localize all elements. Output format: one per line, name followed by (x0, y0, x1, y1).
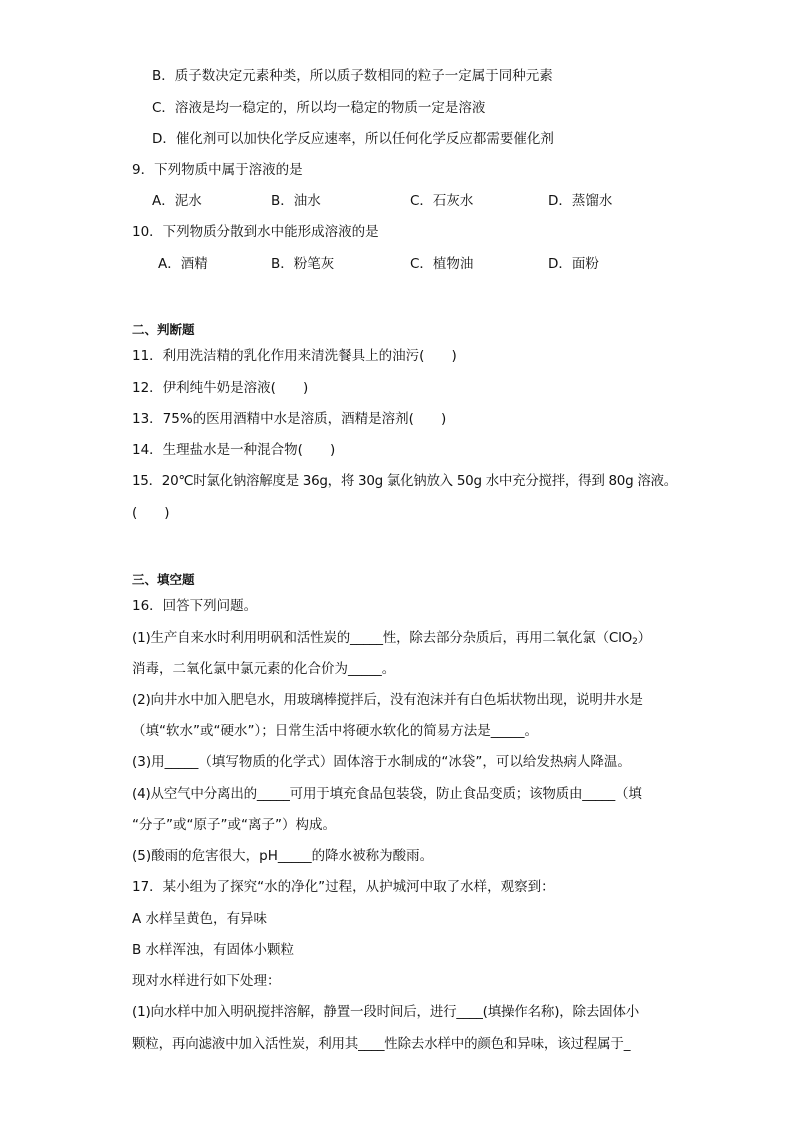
q10-stem: 10．下列物质分散到水中能形成溶液的是 (132, 224, 379, 240)
q17-part1-line1: (1)向水样中加入明矾搅拌溶解，静置一段时间后，进行____(填操作名称)，除去固体小 (132, 1004, 640, 1020)
subscript-2: 2 (632, 637, 638, 647)
q16-part3: (3)用_____（填写物质的化学式）固体溶于水制成的“冰袋”，可以给发热病人降温。 (132, 754, 631, 770)
q16-part2-line1: (2)向井水中加入肥皂水，用玻璃棒搅拌后，没有泡沫并有白色垢状物出现，说明井水是 (132, 692, 643, 708)
q10-option-b: B．粉笔灰 (271, 256, 335, 272)
q16-part1-line2: 消毒，二氧化氯中氯元素的化合价为_____。 (132, 661, 396, 677)
q17-intro: 现对水样进行如下处理： (132, 973, 281, 989)
q8-option-c: C．溶液是均一稳定的，所以均一稳定的物质一定是溶液 (152, 100, 486, 116)
q16-part2-line2: （填“软水”或“硬水”）；日常生活中将硬水软化的简易方法是_____。 (132, 723, 538, 739)
q9-option-a: A．泥水 (152, 193, 202, 209)
q9-option-d: D．蒸馏水 (548, 193, 613, 209)
q16-part5: (5)酸雨的危害很大，pH_____的降水被称为酸雨。 (132, 848, 434, 864)
q8-option-d: D．催化剂可以加快化学反应速率，所以任何化学反应都需要催化剂 (152, 131, 554, 147)
q13: 13．75%的医用酒精中水是溶质，酒精是溶剂( ) (132, 411, 447, 427)
section-3-title: 三、填空题 (132, 572, 195, 587)
q12: 12．伊利纯牛奶是溶液( ) (132, 380, 309, 396)
q17-observation-b: B 水样浑浊，有固体小颗粒 (132, 942, 295, 958)
section-2-title: 二、判断题 (132, 322, 195, 337)
q11: 11．利用洗洁精的乳化作用来清洗餐具上的油污( ) (132, 348, 457, 364)
q8-option-b: B．质子数决定元素种类，所以质子数相同的粒子一定属于同种元素 (152, 68, 553, 84)
q10-option-d: D．面粉 (548, 256, 599, 272)
q9-stem: 9．下列物质中属于溶液的是 (132, 162, 303, 178)
q15-line-2: ( ) (132, 505, 170, 521)
q16-part4-line2: “分子”或“原子”或“离子”）构成。 (132, 817, 336, 833)
q10-option-a: A．酒精 (158, 256, 208, 272)
q16-stem: 16．回答下列问题。 (132, 598, 258, 614)
q9-option-c: C．石灰水 (410, 193, 474, 209)
q15-line-1: 15．20℃时氯化钠溶解度是 36g，将 30g 氯化钠放入 50g 水中充分搅拌，得到 80g 溶液。 (132, 473, 677, 489)
q9-option-b: B．油水 (271, 193, 321, 209)
q14: 14．生理盐水是一种混合物( ) (132, 442, 336, 458)
q10-option-c: C．植物油 (410, 256, 474, 272)
q16-part1-line1: (1)生产自来水时利用明矾和活性炭的_____性，除去部分杂质后，再用二氧化氯（ClO$_2$） (132, 630, 651, 647)
q17-stem: 17．某小组为了探究“水的净化”过程，从护城河中取了水样，观察到： (132, 879, 555, 895)
q16-part4-line1: (4)从空气中分离出的_____可用于填充食品包装袋，防止食品变质；该物质由_____（填 (132, 786, 642, 802)
q17-part1-line2: 颗粒，再向滤液中加入活性炭，利用其____性除去水样中的颜色和异味，该过程属于_ (132, 1036, 631, 1052)
q17-observation-a: A 水样呈黄色，有异味 (132, 911, 268, 927)
